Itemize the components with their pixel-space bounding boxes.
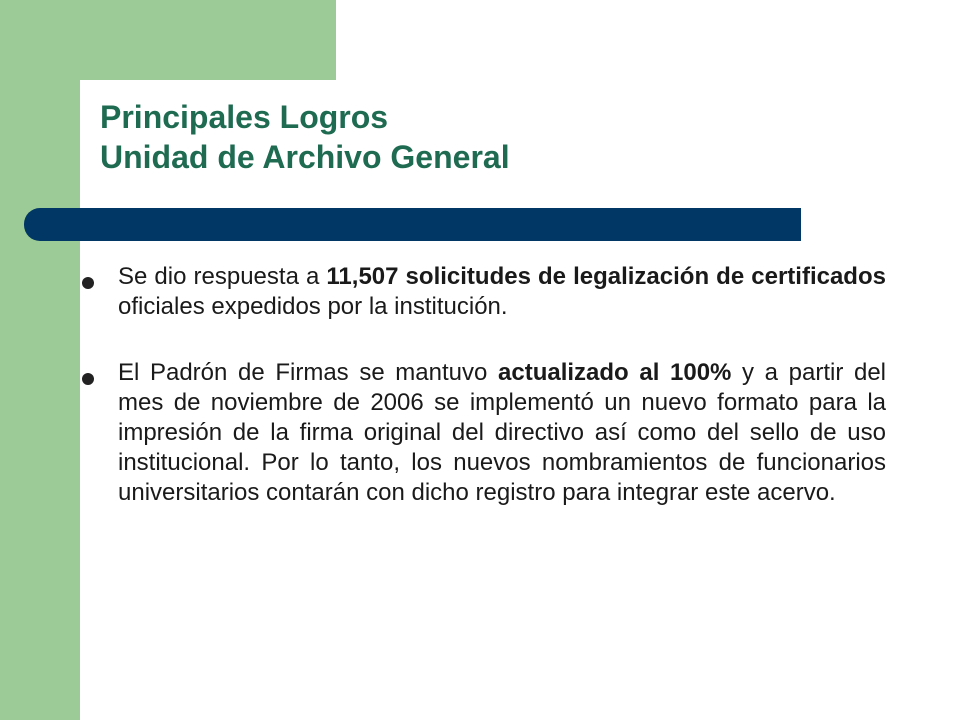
slide-title-line-2: Unidad de Archivo General [100, 139, 510, 175]
bullet-text-part: El Padrón de Firmas se mantuvo [118, 359, 498, 386]
bullet-dot-icon [82, 277, 94, 289]
slide-title [100, 97, 510, 177]
bullet-dot-icon [82, 373, 94, 385]
bullet-text-bold: 11,507 solicitudes de legalización de certificados [326, 263, 886, 290]
bullet-text-part: y a partir del mes de noviembre de 2006 se implementó un nuevo formato para la impresión de la firma original del directivo así como del sello de uso institucional. Por lo tanto, los nuevos nombramientos de funcionarios universitarios contarán con dicho registro para integrar este acervo. [118, 359, 887, 506]
bullet-item [80, 262, 886, 322]
bullet-text-bold: actualizado al 100% [498, 359, 732, 386]
decorative-green-band-side [0, 0, 80, 720]
bullet-text-part: Se dio respuesta a [118, 263, 327, 290]
bullet-text [118, 358, 886, 508]
bullet-list [80, 262, 886, 544]
bullet-item [80, 358, 886, 508]
slide-title-line-1: Principales Logros [100, 99, 389, 135]
bullet-text [118, 262, 886, 322]
bullet-text-part: oficiales expedidos por la institución. [118, 293, 508, 320]
title-divider-bar [24, 208, 801, 241]
